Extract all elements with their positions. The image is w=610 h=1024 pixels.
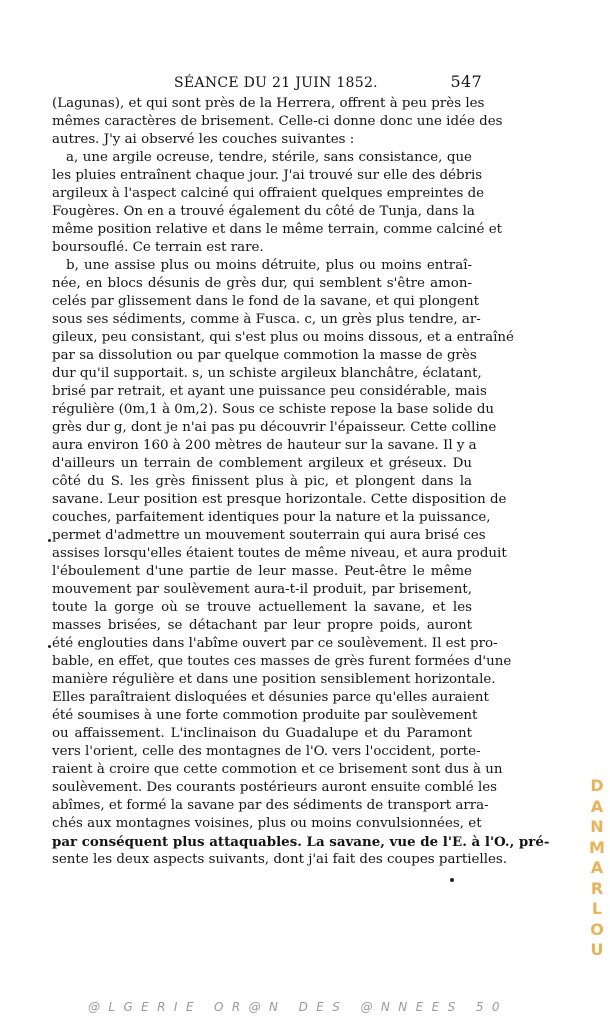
text-line: sente les deux aspects suivants, dont j'ai fait des coupes partielles.: [52, 852, 508, 867]
text-line: Fougères. On en a trouvé également du côté de Tunja, dans la: [52, 204, 475, 219]
text-line: Elles paraîtraient disloquées et désunies parce qu'elles auraient: [52, 690, 489, 705]
text-line: raient à croire que cette commotion et ce brisement sont dus à un: [52, 762, 503, 777]
text-line: mouvement par soulèvement aura-t-il produit, par brisement,: [52, 582, 472, 597]
ink-speck: [450, 878, 454, 882]
stamp-letter: A: [590, 796, 604, 816]
text-line: soulèvement. Des courants postérieurs auront ensuite comblé les: [52, 780, 498, 795]
text-line: couches, parfaitement identiques pour la nature et la puissance,: [52, 510, 491, 525]
text-line: brisé par retrait, et ayant une puissance peu considérable, mais: [52, 384, 487, 399]
text-line: par conséquent plus attaquables. La savane, vue de l'E. à l'O., pré-: [52, 834, 550, 850]
page-number: 547: [450, 72, 482, 91]
ink-speck: [48, 539, 51, 542]
text-line: gileux, peu consistant, qui s'est plus ou moins dissous, et a entraîné: [52, 330, 514, 345]
text-line: masses brisées, se détachant par leur propre poids, auront: [52, 618, 472, 633]
stamp-letter: D: [590, 776, 604, 795]
stamp-letter: U: [590, 940, 604, 959]
text-line: née, en blocs désunis de grès dur, qui semblent s'être amon-: [52, 276, 472, 291]
text-line: manière régulière et dans une position sensiblement horizontale.: [52, 672, 496, 687]
text-line: a, une argile ocreuse, tendre, stérile, sans consistance, que: [66, 150, 472, 165]
text-line: chés aux montagnes voisines, plus ou moins convulsionnées, et: [52, 816, 482, 831]
text-line: vers l'orient, celle des montagnes de l'O. vers l'occident, porte-: [52, 744, 481, 759]
side-stamp-watermark: [588, 776, 606, 961]
text-line: argileux à l'aspect calciné qui offraient quelques empreintes de: [52, 186, 485, 201]
text-line: dur qu'il supportait. s, un schiste argileux blanchâtre, éclatant,: [52, 366, 482, 381]
ink-speck: [48, 645, 51, 648]
text-line: boursouflé. Ce terrain est rare.: [52, 240, 264, 255]
stamp-letter: M: [589, 837, 605, 857]
stamp-letter: A: [590, 858, 604, 877]
text-line: abîmes, et formé la savane par des sédiments de transport arra-: [52, 798, 489, 813]
text-line: été soumises à une forte commotion produite par soulèvement: [52, 708, 478, 723]
text-line: ou affaissement. L'inclinaison du Guadalupe et du Paramont: [52, 726, 472, 741]
stamp-letter: O: [590, 919, 604, 939]
text-line: côté du S. les grès finissent plus à pic, et plongent dans la: [52, 474, 472, 489]
text-line: été englouties dans l'abîme ouvert par ce soulèvement. Il est pro-: [52, 636, 498, 651]
text-line: permet d'admettre un mouvement souterrain qui aura brisé ces: [52, 528, 486, 543]
text-line: autres. J'y ai observé les couches suivantes :: [52, 132, 355, 147]
text-line: sous ses sédiments, comme à Fusca. c, un grès plus tendre, ar-: [52, 312, 481, 327]
stamp-letter: N: [590, 817, 604, 836]
text-line: l'éboulement d'une partie de leur masse. Peut-être le même: [52, 564, 472, 579]
text-line: savane. Leur position est presque horizontale. Cette disposition de: [52, 492, 507, 507]
body-text: [52, 95, 550, 869]
text-line: toute la gorge où se trouve actuellement la savane, et les: [52, 600, 472, 615]
text-line: grès dur g, dont je n'ai pas pu découvrir l'épaisseur. Cette colline: [52, 420, 497, 435]
text-line: par sa dissolution ou par quelque commotion la masse de grès: [52, 348, 477, 363]
session-title: SÉANCE DU 21 JUIN 1852.: [174, 75, 378, 91]
page-header: [52, 72, 482, 91]
text-line: régulière (0m,1 à 0m,2). Sous ce schiste repose la base solide du: [52, 402, 495, 417]
text-line: celés par glissement dans le fond de la savane, et qui plongent: [52, 294, 479, 309]
text-line: mêmes caractères de brisement. Celle-ci donne donc une idée des: [52, 114, 503, 129]
text-line: aura environ 160 à 200 mètres de hauteur sur la savane. Il y a: [52, 438, 477, 453]
text-line: même position relative et dans le même terrain, comme calciné et: [52, 222, 503, 237]
text-line: b, une assise plus ou moins détruite, plus ou moins entraî-: [66, 258, 472, 273]
text-line: d'ailleurs un terrain de comblement argileux et gréseux. Du: [52, 456, 472, 471]
text-line: bable, en effet, que toutes ces masses de grès furent formées d'une: [52, 654, 512, 669]
stamp-letter: L: [591, 899, 603, 918]
text-line: assises lorsqu'elles étaient toutes de même niveau, et aura produit: [52, 546, 507, 561]
stamp-letter: R: [590, 878, 604, 898]
footer-watermark: @LGERIE OR@N DES @NNEES 50: [88, 1000, 508, 1014]
text-line: (Lagunas), et qui sont près de la Herrera, offrent à peu près les: [52, 96, 485, 111]
text-line: les pluies entraînent chaque jour. J'ai trouvé sur elle des débris: [52, 168, 483, 183]
